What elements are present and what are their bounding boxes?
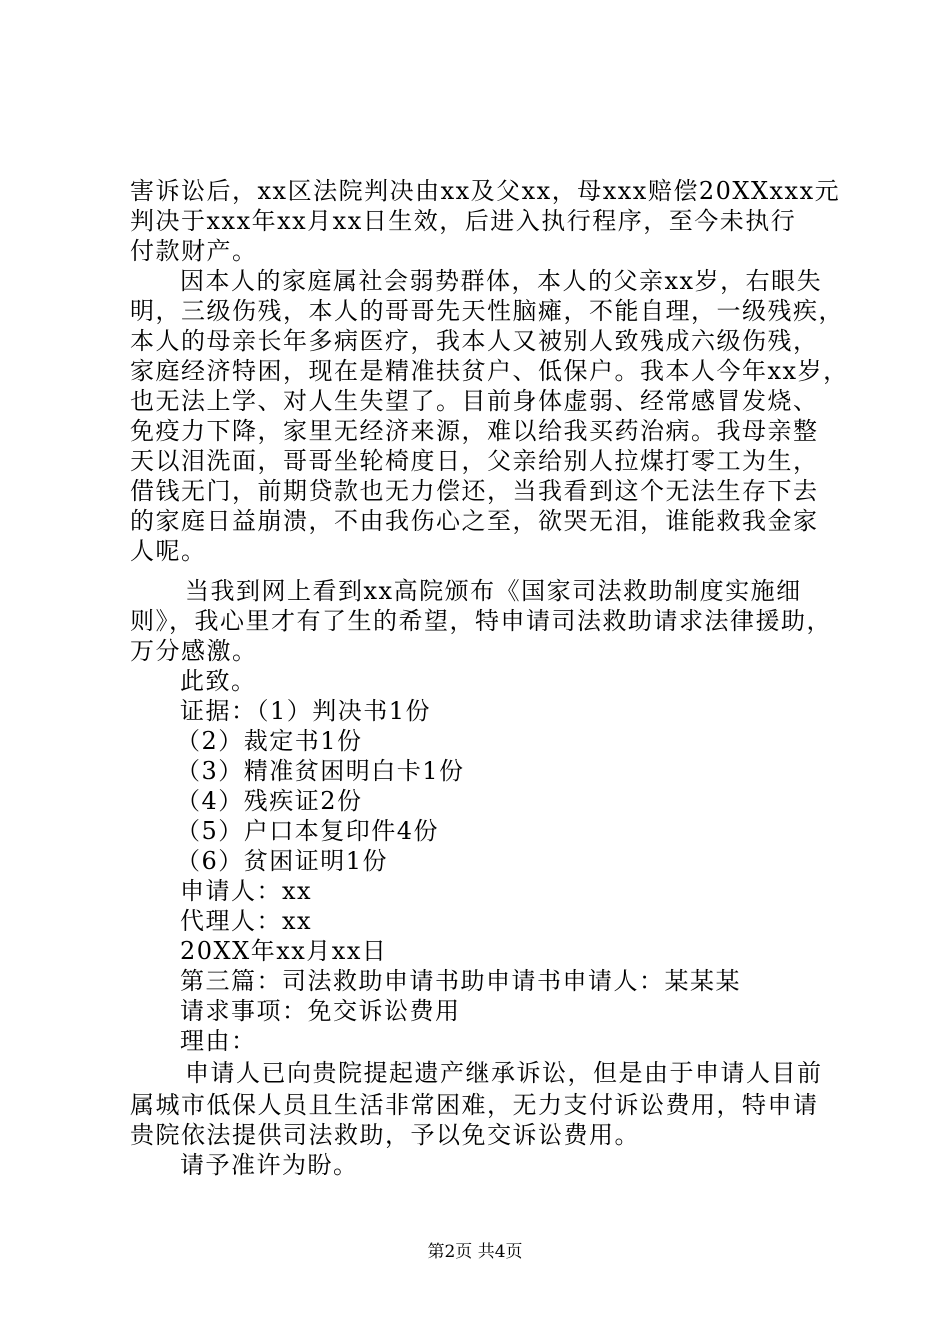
text-line: 付款财产。 xyxy=(130,237,258,265)
section-heading: 第三篇：司法救助申请书助申请书申请人：某某某 xyxy=(180,967,741,995)
text-line: 因本人的家庭属社会弱势群体，本人的父亲xx岁，右眼失 xyxy=(180,267,823,295)
evidence-item: （2）裁定书1份 xyxy=(176,727,363,755)
reason-label: 理由： xyxy=(180,1027,257,1055)
evidence-item: （4）残疾证2份 xyxy=(176,787,363,815)
evidence-item: （3）精准贫困明白卡1份 xyxy=(176,757,465,785)
agent-line: 代理人：xx xyxy=(180,907,313,935)
date-line: 20XX年xx月xx日 xyxy=(180,937,388,965)
text-line: 天以泪洗面，哥哥坐轮椅度日，父亲给别人拉煤打零工为生， xyxy=(130,447,819,475)
text-line: 也无法上学、对人生失望了。目前身体虚弱、经常感冒发烧、 xyxy=(130,387,819,415)
text-line: 则》，我心里才有了生的希望，特申请司法救助请求法律援助， xyxy=(130,607,832,635)
closing-line: 此致。 xyxy=(180,667,257,695)
text-line: 人呢。 xyxy=(130,537,207,565)
text-line: 借钱无门，前期贷款也无力偿还，当我看到这个无法生存下去 xyxy=(130,477,819,505)
text-line: 当我到网上看到xx高院颁布《国家司法救助制度实施细 xyxy=(185,577,802,605)
text-line: 害诉讼后，xx区法院判决由xx及父xx，母xxx赔偿20XXxxx元 xyxy=(130,177,841,205)
evidence-item: （5）户口本复印件4份 xyxy=(176,817,440,845)
text-line: 属城市低保人员且生活非常困难，无力支付诉讼费用，特申请 xyxy=(130,1091,819,1119)
text-line: 贵院依法提供司法救助，予以免交诉讼费用。 xyxy=(130,1121,640,1149)
page-footer: 第2页 共4页 xyxy=(427,1242,523,1262)
evidence-item: 证据：（1）判决书1份 xyxy=(180,697,432,725)
request-line: 请求事项：免交诉讼费用 xyxy=(180,997,461,1025)
applicant-line: 申请人：xx xyxy=(180,877,313,905)
text-line: 判决于xxx年xx月xx日生效，后进入执行程序，至今未执行 xyxy=(130,207,797,235)
text-line: 明，三级伤残，本人的哥哥先天性脑瘫，不能自理，一级残疾， xyxy=(130,297,844,325)
text-line: 本人的母亲长年多病医疗，我本人又被别人致残成六级伤残， xyxy=(130,327,819,355)
text-line: 免疫力下降，家里无经济来源，难以给我买药治病。我母亲整 xyxy=(130,417,819,445)
text-line: 申请人已向贵院提起遗产继承诉讼，但是由于申请人目前 xyxy=(185,1059,823,1087)
text-line: 的家庭日益崩溃，不由我伤心之至，欲哭无泪，谁能救我金家 xyxy=(130,507,819,535)
text-line: 家庭经济特困，现在是精准扶贫户、低保户。我本人今年xx岁， xyxy=(130,357,849,385)
text-line: 请予准许为盼。 xyxy=(180,1151,359,1179)
evidence-item: （6）贫困证明1份 xyxy=(176,847,389,875)
text-line: 万分感激。 xyxy=(130,637,258,665)
